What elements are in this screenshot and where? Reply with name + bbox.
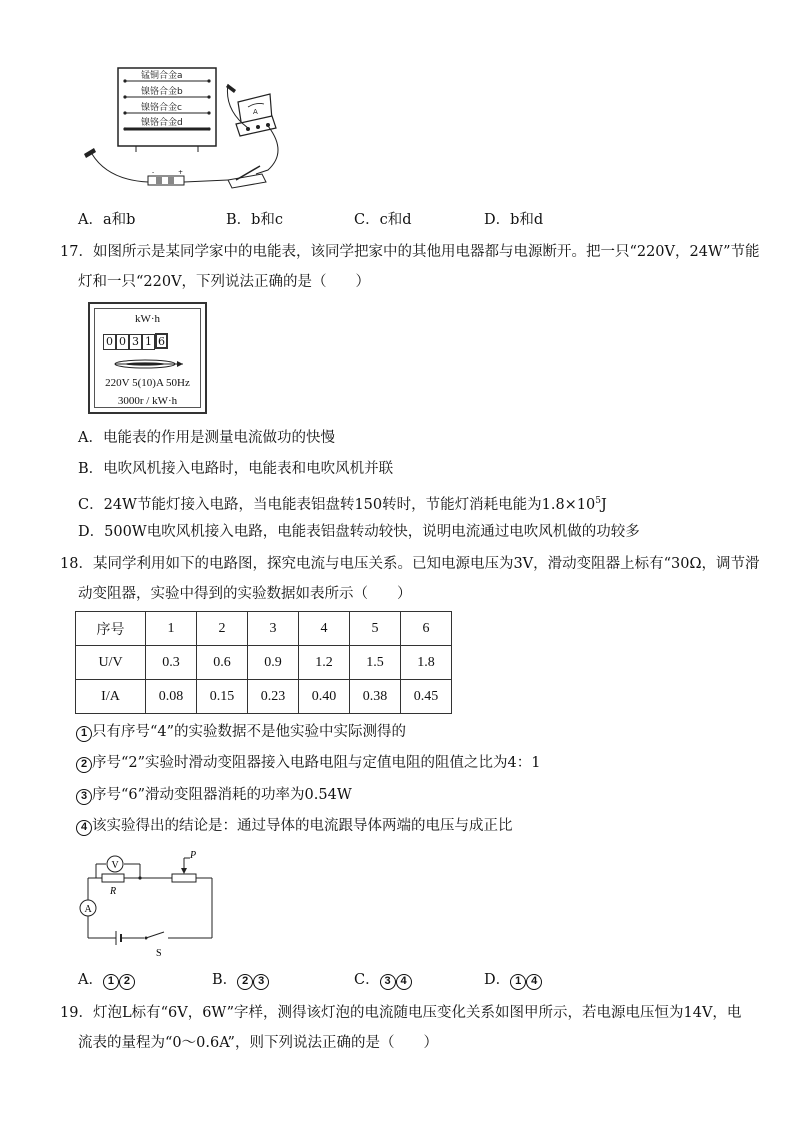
- table-header-cell: 3: [248, 612, 299, 646]
- meter-disc-icon: [109, 357, 189, 371]
- table-cell: 0.23: [248, 680, 299, 714]
- q17-option-c: C．24W节能灯接入电路，当电能表铝盘转150转时，节能灯消耗电能为$1.8\times 10^5J$: [78, 496, 607, 513]
- table-cell: 0.15: [197, 680, 248, 714]
- q17-option-c-exp: 5: [595, 496, 602, 506]
- meter-digit: 0: [103, 334, 116, 350]
- q16-option-b: B．b和c: [226, 212, 284, 228]
- circuit-diagram: [76, 846, 216, 960]
- meter-digit: 6: [155, 333, 168, 349]
- q16-option-d: D．b和d: [484, 212, 544, 228]
- svg-text:-: -: [152, 169, 155, 176]
- q18-option-d: D． 1 4: [484, 970, 542, 990]
- switch-label: S: [156, 948, 162, 959]
- table-cell: 0.9: [248, 646, 299, 680]
- table-row: [76, 680, 452, 714]
- q18-option-b: B． 2 3: [212, 970, 269, 990]
- wire-apparatus-figure: [78, 62, 298, 198]
- table-header-cell: 4: [299, 612, 350, 646]
- energy-meter: [88, 302, 207, 414]
- table-cell: 1.5: [350, 646, 401, 680]
- meter-digit: 1: [142, 334, 155, 350]
- q18-statement-2: 2 序号“2”实验时滑动变阻器接入电路电阻与定值电阻的阻值之比为4：1: [76, 753, 541, 773]
- q17-stem-line1: 17．如图所示是某同学家中的电能表，该同学把家中的其他用电器都与电源断开。把一只“220V，24W”节能: [60, 244, 760, 260]
- q18-data-table: [75, 611, 452, 714]
- table-header-cell: 6: [401, 612, 452, 646]
- q19-stem-line2: 流表的量程为“0～0.6A”，则下列说法正确的是（ ）: [78, 1035, 438, 1051]
- meter-spec: 220V 5(10)A 50Hz: [105, 377, 190, 389]
- ammeter-glyph-circuit: A: [84, 904, 92, 915]
- table-cell: 0.08: [146, 680, 197, 714]
- q18-stem-line2: 动变阻器，实验中得到的实验数据如表所示（ ）: [78, 586, 412, 602]
- q16-option-a: A．a和b: [78, 212, 136, 228]
- meter-digit: 0: [116, 334, 129, 350]
- q17-stem-line2: 灯和一只“220V，下列说法正确的是（ ）: [78, 274, 371, 290]
- wire-apparatus-svg: [78, 62, 298, 198]
- q18-stem-line1: 18．某同学利用如下的电路图，探究电流与电压关系。已知电源电压为3V，滑动变阻器上标有“30Ω，调节滑: [60, 556, 760, 572]
- table-cell: U/V: [76, 646, 146, 680]
- table-header-cell: 1: [146, 612, 197, 646]
- table-row: [76, 646, 452, 680]
- table-cell: 1.2: [299, 646, 350, 680]
- svg-text:+: +: [178, 169, 184, 176]
- q18-option-c: C． 3 4: [354, 970, 412, 990]
- table-row: [76, 612, 452, 646]
- q17-option-b: B．电吹风机接入电路时，电能表和电吹风机并联: [78, 461, 394, 477]
- q17-option-a: A．电能表的作用是测量电流做功的快慢: [78, 430, 335, 446]
- wire-label-a: 锰铜合金a: [141, 71, 183, 81]
- q18-statement-4: 4 该实验得出的结论是：通过导体的电流跟导体两端的电压与成正比: [76, 816, 513, 836]
- slider-label: P: [190, 850, 197, 861]
- ammeter-glyph: A: [253, 108, 258, 116]
- table-cell: I/A: [76, 680, 146, 714]
- table-cell: 0.3: [146, 646, 197, 680]
- meter-rev: 3000r / kW·h: [117, 395, 178, 407]
- q16-option-c: C．c和d: [354, 212, 412, 228]
- q18-option-a: A． 1 2: [78, 970, 135, 990]
- q19-stem-line1: 19．灯泡L标有“6V，6W”字样，测得该灯泡的电流随电压变化关系如图甲所示，若电源电压恒为14V，电: [60, 1005, 742, 1021]
- wire-label-b: 镍铬合金b: [141, 87, 183, 97]
- wire-label-d: 镍铬合金d: [141, 118, 183, 128]
- q18-statement-3: 3 序号“6”滑动变阻器消耗的功率为0.54W: [76, 785, 352, 805]
- circuit-svg: [76, 846, 216, 960]
- q17-option-d: D．500W电吹风机接入电路，电能表铝盘转动较快，说明电流通过电吹风机做的功较多: [78, 524, 640, 540]
- table-cell: 0.45: [401, 680, 452, 714]
- meter-digits: [103, 333, 168, 350]
- meter-digit: 3: [129, 334, 142, 350]
- table-header-cell: 序号: [76, 612, 146, 646]
- voltmeter-glyph: V: [111, 860, 119, 871]
- meter-unit: kW·h: [134, 313, 161, 325]
- table-header-cell: 5: [350, 612, 401, 646]
- table-cell: 0.38: [350, 680, 401, 714]
- resistor-label: R: [110, 886, 117, 897]
- table-cell: 0.40: [299, 680, 350, 714]
- table-cell: 0.6: [197, 646, 248, 680]
- table-cell: 1.8: [401, 646, 452, 680]
- q18-statement-1: 1 只有序号“4”的实验数据不是他实验中实际测得的: [76, 722, 406, 742]
- table-header-cell: 2: [197, 612, 248, 646]
- wire-label-c: 镍铬合金c: [141, 103, 182, 113]
